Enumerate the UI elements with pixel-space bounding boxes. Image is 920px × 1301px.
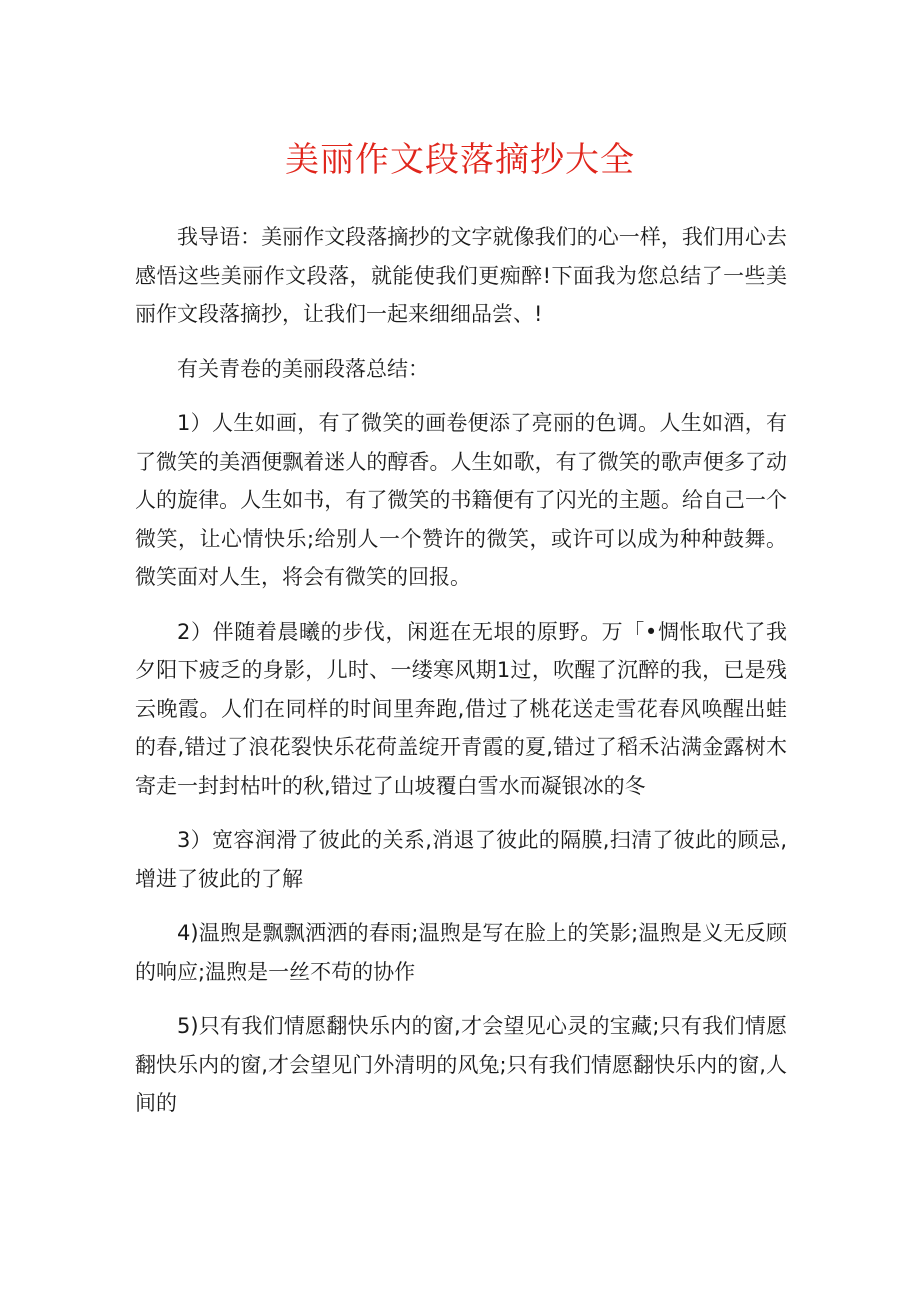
excerpt-paragraph-5: 5)只有我们情愿翻快乐内的窗,才会望见心灵的宝藏;只有我们情愿翻快乐内的窗,才会望见门外清明的风兔;只有我们情愿翻快乐内的窗,人间的 [135,1014,787,1115]
excerpt-paragraph-4: 4)温煦是飘飘洒洒的春雨;温煦是写在脸上的笑影;温煦是义无反顾的响应;温煦是一丝不苟的协作 [135,921,787,984]
document-body [135,218,787,1139]
excerpt-paragraph-1: 1）人生如画，有了微笑的画卷便添了亮丽的色调。人生如酒，有了微笑的美酒便飘着迷人的醇香。人生如歌，有了微笑的歌声便多了动人的旋律。人生如书，有了微笑的书籍便有了闪光的主题。给自己一个微笑，让心情快乐;给别人一个赞许的微笑，或许可以成为种种鼓舞。微笑面对人生，将会有微笑的回报。 [135,411,787,589]
document-title: 美丽作文段落摘抄大全 [285,140,635,180]
excerpt-paragraph-3: 3）宽容润滑了彼此的关系,消退了彼此的隔膜,扫清了彼此的顾忌,增进了彼此的了解 [135,828,787,891]
intro-paragraph: 我导语：美丽作文段落摘抄的文字就像我们的心一样，我们用心去感悟这些美丽作文段落，就能使我们更痴醉!下面我为您总结了一些美丽作文段落摘抄，让我们一起来细细品尝、! [135,225,787,326]
excerpt-paragraph-2: 2）伴随着晨曦的步伐，闲逛在无垠的原野。万「•惆怅取代了我夕阳下疲乏的身影，儿时、一缕寒风期1过，吹醒了沉醉的我，已是残云晚霞。人们在同样的时间里奔跑,借过了桃花送走雪花春风唤醒出蛙的春,错过了浪花裂快乐花荷盖绽开青霞的夏,错过了稻禾沾满金露树木寄走一封封枯叶的秋,错过了山坡覆白雪水而凝银冰的冬 [135,619,787,798]
section-heading: 有关青卷的美丽段落总结： [177,356,429,381]
